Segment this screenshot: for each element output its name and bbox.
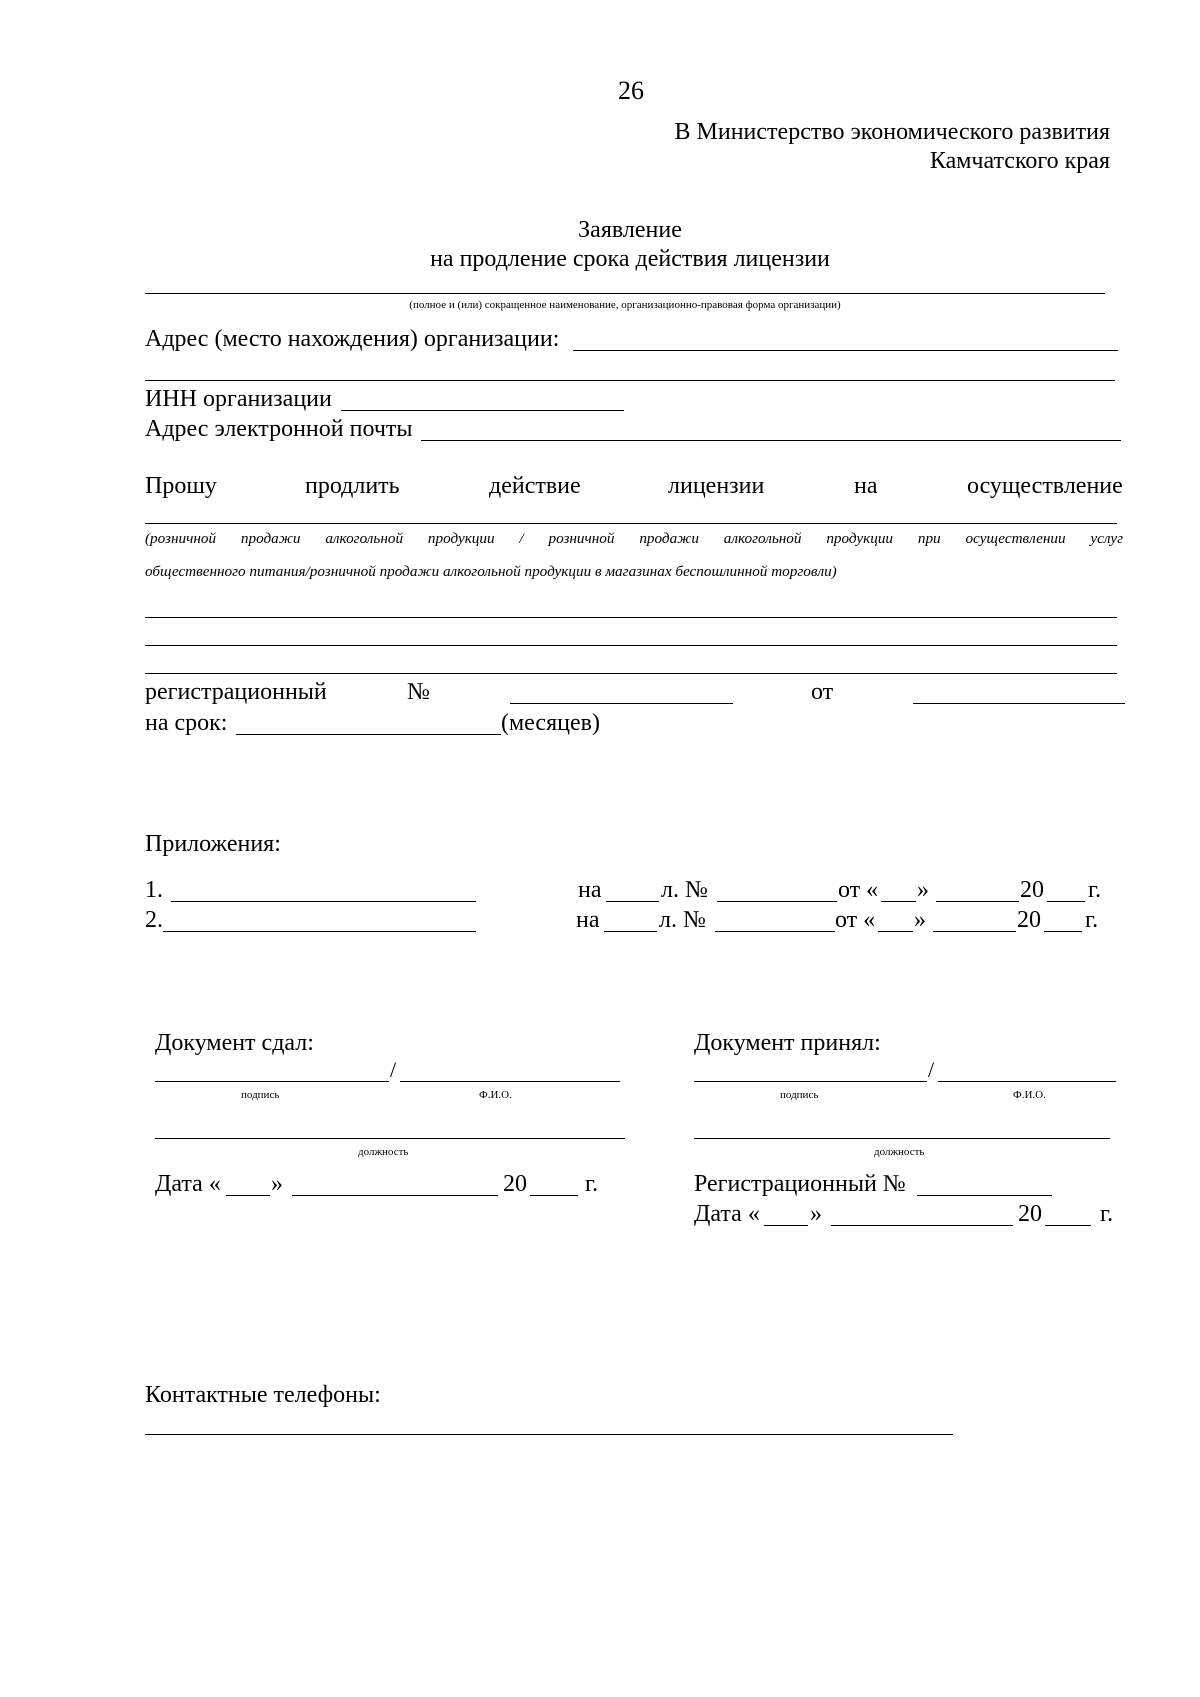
request-word-6: осуществление (967, 473, 1123, 499)
registration-date-field[interactable] (913, 703, 1125, 704)
submitted-signature-caption: подпись (241, 1089, 280, 1101)
email-label: Адрес электронной почты (145, 416, 413, 442)
request-word-5: на (854, 473, 878, 499)
registration-number-sign: № (407, 679, 430, 705)
attachment-2-from-open: от « (835, 907, 876, 933)
submitted-month-field[interactable] (292, 1195, 498, 1196)
submitted-position-field[interactable] (155, 1138, 625, 1139)
submitted-signature-field[interactable] (155, 1081, 389, 1082)
blank-line-3[interactable] (145, 673, 1117, 674)
accepted-day-field[interactable] (764, 1225, 808, 1226)
org-name-field[interactable] (145, 293, 1105, 294)
accepted-position-caption: должность (874, 1146, 925, 1158)
inn-label: ИНН организации (145, 386, 332, 412)
attachment-1-g: г. (1088, 877, 1102, 903)
attachment-1-month-field[interactable] (936, 901, 1019, 902)
accepted-year-field[interactable] (1045, 1225, 1091, 1226)
attachment-1-year-field[interactable] (1047, 901, 1085, 902)
submitted-slash: / (390, 1057, 397, 1082)
attachment-2-from-close: » (914, 907, 926, 933)
attachment-1-from-open: от « (838, 877, 879, 903)
submitted-fio-field[interactable] (400, 1081, 620, 1082)
accepted-month-field[interactable] (831, 1225, 1013, 1226)
submitted-fio-caption: Ф.И.О. (479, 1089, 512, 1101)
attachment-1-na: на (578, 877, 602, 903)
attachment-1-sheets-field[interactable] (606, 901, 659, 902)
accepted-slash: / (928, 1057, 935, 1082)
submitted-date-close: » (271, 1171, 283, 1197)
submitted-year-field[interactable] (530, 1195, 578, 1196)
attachment-2-number: 2. (145, 907, 163, 933)
request-word-4: лицензии (668, 473, 765, 499)
attachment-2-na: на (576, 907, 600, 933)
submitted-year-prefix: 20 (503, 1171, 527, 1197)
request-word-3: действие (489, 473, 581, 499)
accepted-fio-caption: Ф.И.О. (1013, 1089, 1046, 1101)
accepted-signature-caption: подпись (780, 1089, 819, 1101)
attachment-2-sheets-label: л. № (659, 907, 706, 933)
attachment-2-g: г. (1085, 907, 1099, 933)
term-field[interactable] (236, 734, 501, 735)
submitted-position-caption: должность (358, 1146, 409, 1158)
inn-field[interactable] (341, 410, 624, 411)
address-field[interactable] (573, 350, 1118, 351)
activity-caption-line1: (розничной продажи алкогольной продукции / розничной продажи алкогольной продукции при осуществлении услуг (145, 530, 1123, 547)
attachment-2-name-field[interactable] (163, 931, 476, 932)
attachment-2-year-field[interactable] (1044, 931, 1082, 932)
contacts-label: Контактные телефоны: (145, 1382, 381, 1408)
address-label: Адрес (место нахождения) организации: (145, 326, 560, 352)
accepted-date-close: » (810, 1201, 822, 1227)
blank-line-2[interactable] (145, 645, 1117, 646)
accepted-reg-number-field[interactable] (917, 1195, 1052, 1196)
submitted-date-open: Дата « (155, 1171, 221, 1197)
accepted-fio-field[interactable] (938, 1081, 1116, 1082)
addressee-line1: В Министерство экономического развития (674, 119, 1110, 145)
contacts-field[interactable] (145, 1434, 953, 1435)
registration-label: регистрационный (145, 679, 327, 705)
accepted-signature-field[interactable] (694, 1081, 927, 1082)
document-subtitle: на продление срока действия лицензии (430, 246, 830, 272)
attachment-2-number-field[interactable] (715, 931, 835, 932)
attachment-2-day-field[interactable] (878, 931, 913, 932)
accepted-heading: Документ принял: (694, 1030, 881, 1056)
attachment-1-number-field[interactable] (717, 901, 837, 902)
attachment-1-day-field[interactable] (881, 901, 916, 902)
request-word-2: продлить (305, 473, 400, 499)
registration-number-field[interactable] (510, 703, 733, 704)
attachment-1-from-close: » (917, 877, 929, 903)
attachment-1-number: 1. (145, 877, 163, 903)
term-unit: (месяцев) (501, 710, 600, 736)
submitted-day-field[interactable] (226, 1195, 270, 1196)
attachment-2-month-field[interactable] (933, 931, 1016, 932)
attachment-1-sheets-label: л. № (661, 877, 708, 903)
term-label: на срок: (145, 710, 228, 736)
address-field-line2[interactable] (145, 380, 1115, 381)
registration-from-label: от (811, 679, 834, 705)
activity-caption-line2: общественного питания/розничной продажи алкогольной продукции в магазинах беспошлинной торговли) (145, 563, 837, 580)
accepted-year-prefix: 20 (1018, 1201, 1042, 1227)
activity-type-field[interactable] (145, 523, 1117, 524)
attachments-heading: Приложения: (145, 831, 281, 857)
accepted-reg-number-label: Регистрационный № (694, 1171, 906, 1197)
attachment-1-year-prefix: 20 (1020, 877, 1044, 903)
accepted-g: г. (1100, 1201, 1114, 1227)
org-name-caption: (полное и (или) сокращенное наименование, организационно-правовая форма организации) (409, 299, 841, 311)
blank-line-1[interactable] (145, 617, 1117, 618)
accepted-date-open: Дата « (694, 1201, 760, 1227)
submitted-heading: Документ сдал: (155, 1030, 314, 1056)
attachment-2-sheets-field[interactable] (604, 931, 657, 932)
attachment-1-name-field[interactable] (171, 901, 476, 902)
attachment-2-year-prefix: 20 (1017, 907, 1041, 933)
email-field[interactable] (421, 440, 1121, 441)
addressee-line2: Камчатского края (929, 148, 1110, 174)
page-number: 26 (618, 76, 644, 105)
request-word-1: Прошу (145, 473, 217, 499)
submitted-g: г. (585, 1171, 599, 1197)
accepted-position-field[interactable] (694, 1138, 1110, 1139)
document-title: Заявление (578, 217, 682, 243)
